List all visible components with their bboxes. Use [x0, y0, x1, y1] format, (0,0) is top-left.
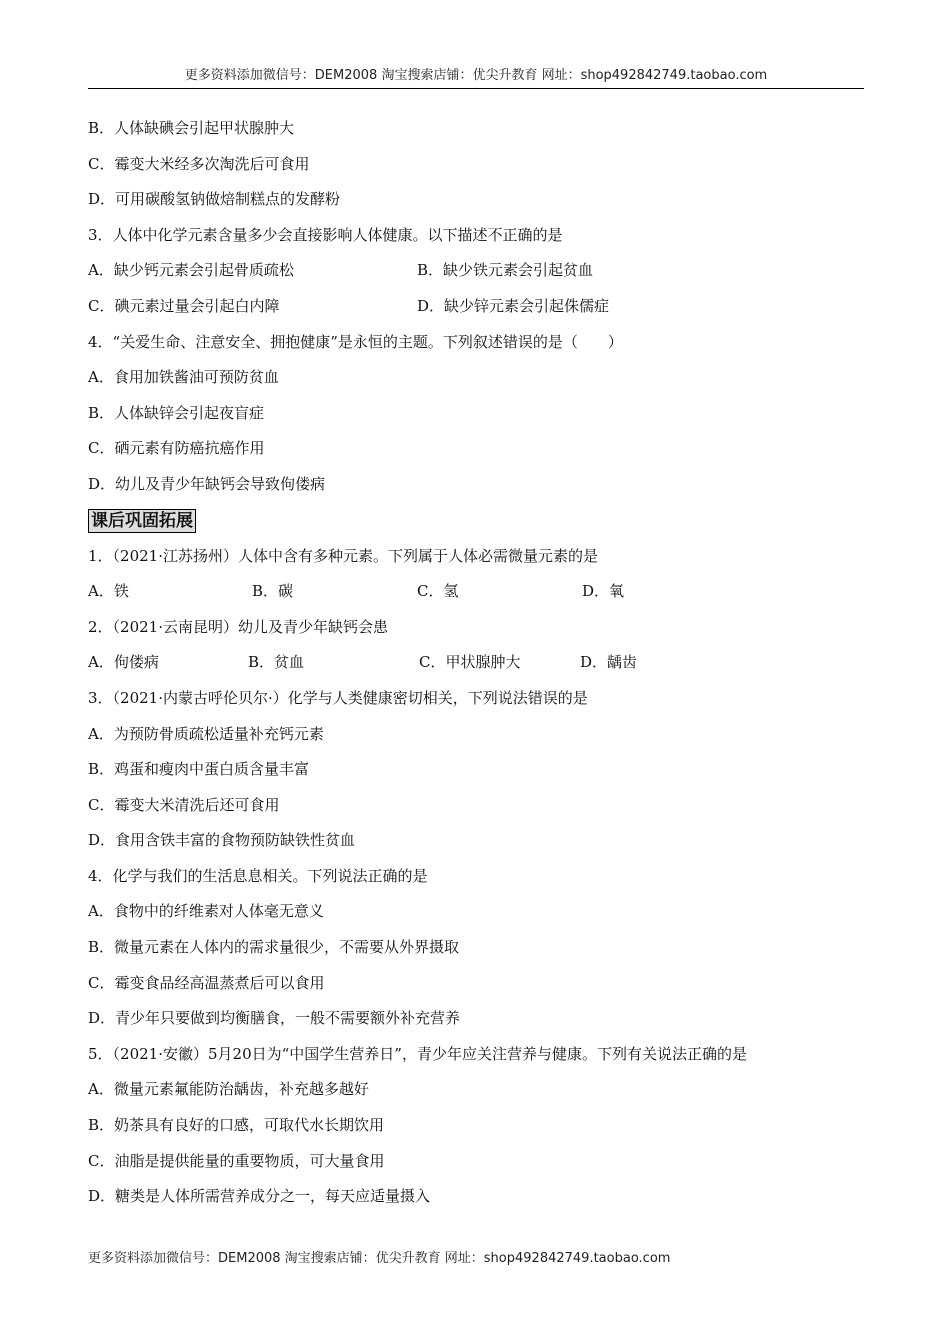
- prev-q-option-b: B．人体缺碘会引起甲状腺肿大: [88, 119, 295, 137]
- q5-stem: 5．（2021·安徽）5月20日为“中国学生营养日”，青少年应关注营养与健康。下列有关说法正确的是: [88, 1044, 747, 1063]
- prev-q-option-d: D．可用碳酸氢钠做焙制糕点的发酵粉: [88, 190, 341, 209]
- q4-option-d: D．青少年只要做到均衡膳食，一般不需要额外补充营养: [88, 1009, 461, 1028]
- prev-q4-stem: 4．“关爱生命、注意安全、拥抱健康”是永恒的主题。下列叙述错误的是（ ）: [88, 332, 623, 351]
- q2-options: [88, 647, 868, 683]
- prev-q3-option-b: B．缺少铁元素会引起贫血: [417, 261, 594, 280]
- q5-option-c: C．油脂是提供能量的重要物质，可大量食用: [88, 1151, 385, 1170]
- q5-option-d: D．糖类是人体所需营养成分之一，每天应适量摄入: [88, 1187, 431, 1206]
- section-heading-row: [88, 505, 868, 541]
- q1-options: [88, 576, 868, 612]
- page-footer: 更多资料添加微信号：DEM2008 淘宝搜索店铺：优尖升教育 网址：shop492842749.taobao.com: [88, 1251, 671, 1266]
- q3-option-a: A．为预防骨质疏松适量补充钙元素: [88, 724, 324, 743]
- prev-q3-option-d: D．缺少锌元素会引起侏儒症: [417, 296, 610, 315]
- q4-option-a: A．食物中的纤维素对人体毫无意义: [88, 902, 324, 921]
- prev-q4-option-b: B．人体缺锌会引起夜盲症: [88, 403, 265, 422]
- q1-option-b: B．碳: [252, 582, 294, 601]
- q2-option-d: D．龋齿: [580, 653, 638, 672]
- q3-stem: 3．（2021·内蒙古呼伦贝尔·）化学与人类健康密切相关，下列说法错误的是: [88, 688, 588, 707]
- q2-option-a: A．佝偻病: [88, 653, 159, 672]
- q1-option-d: D．氧: [582, 582, 625, 601]
- q5-option-a: A．微量元素氟能防治龋齿，补充越多越好: [88, 1080, 369, 1099]
- prev-q4-option-c: C．硒元素有防癌抗癌作用: [88, 439, 265, 458]
- prev-q3-option-c: C．碘元素过量会引起白内障: [88, 296, 280, 315]
- prev-q3-options-row1: [88, 255, 868, 291]
- q1-option-c: C．氢: [417, 582, 459, 601]
- page-header: 更多资料添加微信号：DEM2008 淘宝搜索店铺：优尖升教育 网址：shop492842749.taobao.com: [88, 66, 864, 89]
- q3-option-c: C．霉变大米清洗后还可食用: [88, 795, 280, 814]
- prev-q3-options-row2: [88, 291, 868, 327]
- q2-option-b: B．贫血: [248, 653, 305, 672]
- prev-q3-stem: 3．人体中化学元素含量多少会直接影响人体健康。以下描述不正确的是: [88, 225, 563, 244]
- section-title: 课后巩固拓展: [88, 509, 196, 533]
- q1-option-a: A．铁: [88, 582, 129, 601]
- document-body: [88, 113, 868, 1217]
- q2-option-c: C．甲状腺肿大: [419, 653, 521, 672]
- prev-q4-option-d: D．幼儿及青少年缺钙会导致佝偻病: [88, 474, 326, 493]
- q3-option-b: B．鸡蛋和瘦肉中蛋白质含量丰富: [88, 760, 310, 779]
- q4-stem: 4．化学与我们的生活息息相关。下列说法正确的是: [88, 866, 428, 885]
- q2-stem: 2．（2021·云南昆明）幼儿及青少年缺钙会患: [88, 617, 388, 636]
- prev-q-option-c: C．霉变大米经多次淘洗后可食用: [88, 154, 310, 173]
- q5-option-b: B．奶茶具有良好的口感，可取代水长期饮用: [88, 1116, 385, 1135]
- q3-option-d: D．食用含铁丰富的食物预防缺铁性贫血: [88, 831, 356, 850]
- prev-q3-option-a: A．缺少钙元素会引起骨质疏松: [88, 261, 294, 280]
- q1-stem: 1．（2021·江苏扬州）人体中含有多种元素。下列属于人体必需微量元素的是: [88, 546, 598, 565]
- q4-option-c: C．霉变食品经高温蒸煮后可以食用: [88, 973, 325, 992]
- q4-option-b: B．微量元素在人体内的需求量很少，不需要从外界摄取: [88, 938, 460, 957]
- prev-q4-option-a: A．食用加铁酱油可预防贫血: [88, 368, 279, 387]
